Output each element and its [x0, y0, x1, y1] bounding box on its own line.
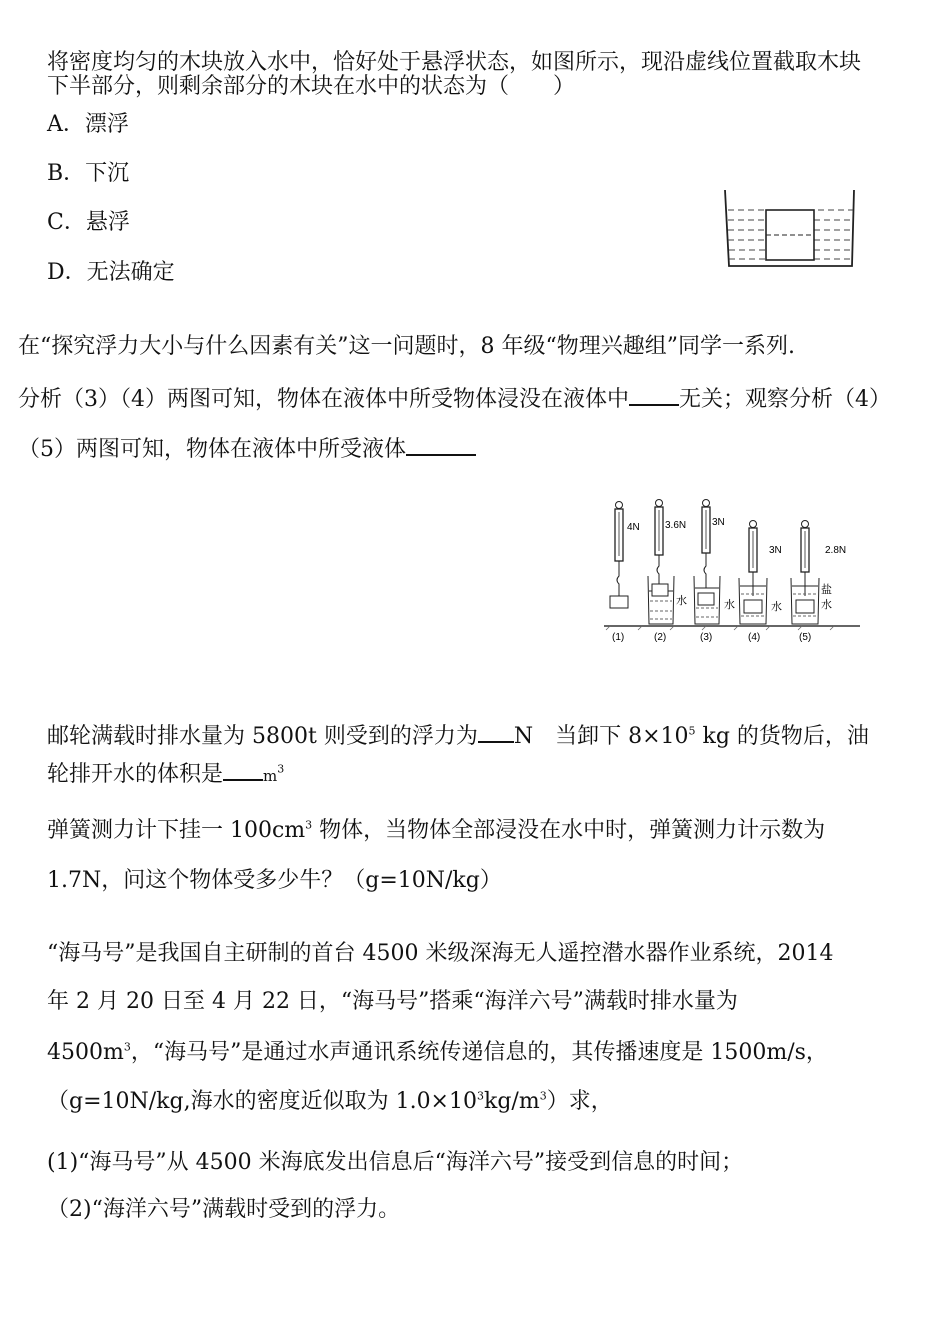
q3-line1: [47, 721, 869, 750]
exponent: 3: [539, 1089, 547, 1103]
exponent: 3: [123, 1040, 131, 1054]
setup-1: [610, 502, 628, 609]
option-text: 无法确定: [86, 260, 175, 285]
unit: m: [263, 767, 278, 785]
q1-stem-line1: 将密度均匀的木块放入水中，恰好处于悬浮状态，如图所示，现沿虚线位置截取木块: [47, 50, 862, 75]
q3-line1-text-b: N 当卸下 8×10: [513, 724, 689, 749]
option-text: 悬浮: [85, 210, 130, 235]
q2-line2-text-b: 无关；观察分析（4）: [679, 387, 891, 412]
answer-blank[interactable]: [478, 721, 514, 743]
q2-line3-text: （5）两图可知，物体在液体中所受液体: [18, 437, 406, 462]
q5-line3-text: 4500m: [47, 1040, 124, 1065]
q5-line4: [47, 1089, 613, 1115]
q4-line1-text-b: 物体，当物体全部浸没在水中时，弹簧测力计示数为: [312, 818, 826, 843]
reading-3: 3N: [712, 517, 725, 528]
q2-line2: [18, 384, 891, 413]
q1-option-c: [47, 210, 130, 236]
option-letter: C．: [47, 210, 86, 235]
q5-line3-text-b: ，“海马号”是通过水声通讯系统传递信息的，其传播速度是 1500m/s，: [130, 1040, 828, 1065]
option-text: 漂浮: [84, 112, 129, 137]
liquid-label-water: 水: [724, 599, 735, 611]
q4-line1: [47, 818, 825, 844]
option-letter: A．: [47, 112, 85, 137]
q1-stem-line2: 下半部分，则剩余部分的木块在水中的状态为（ ）: [47, 74, 576, 99]
figure-label-4: (4): [748, 632, 761, 643]
option-letter: D．: [47, 260, 87, 285]
q3-line2: [47, 759, 284, 789]
q2-line2-text: 分析（3）（4）两图可知，物体在液体中所受物体浸没在液体中: [18, 387, 629, 412]
q5-subquestion-1: (1)“海马号”从 4500 米海底发出信息后“海洋六号”接受到信息的时间；: [47, 1150, 744, 1175]
q5-line4-text-c: ）求，: [546, 1089, 613, 1114]
setup-4: [739, 521, 767, 625]
liquid-label-salt: 盐: [821, 584, 832, 596]
exponent: 3: [277, 762, 285, 776]
q3-line1-text-c: kg 的货物后，油: [695, 724, 869, 749]
figure-label-2: (2): [654, 632, 667, 643]
q2-figure-spring-scale-experiment: [598, 496, 864, 644]
q1-option-a: [47, 112, 129, 138]
q3-line2-text: 轮排开水的体积是: [47, 762, 224, 787]
reading-5: 2.8N: [825, 545, 847, 556]
setup-2: [648, 500, 674, 625]
q1-option-d: [47, 260, 175, 286]
q5-line1: “海马号”是我国自主研制的首台 4500 米级深海无人遥控潜水器作业系统，2014: [47, 941, 834, 966]
reading-1: 4N: [627, 522, 640, 533]
liquid-label-water: 水: [771, 601, 782, 613]
q3-line1-text: 邮轮满载时排水量为 5800t 则受到的浮力为: [47, 724, 478, 749]
q1-option-b: [47, 161, 129, 187]
q2-line1: 在“探究浮力大小与什么因素有关”这一问题时，8 年级“物理兴趣组”同学一系列.: [18, 334, 795, 359]
q5-line4-unit: kg/m: [484, 1089, 540, 1114]
q5-line3: [47, 1040, 828, 1066]
q5-subquestion-2: （2)“海洋六号”满载时受到的浮力。: [47, 1197, 401, 1222]
figure-label-3: (3): [700, 632, 713, 643]
exponent: 3: [305, 818, 313, 832]
reading-4: 3N: [769, 545, 782, 556]
q1-figure-block-in-water: [722, 188, 857, 270]
figure-label-5: (5): [799, 632, 812, 643]
setup-5: [791, 521, 819, 625]
q4-line2: 1.7N，问这个物体受多少牛？（g=10N/kg）: [47, 868, 502, 893]
answer-blank[interactable]: [223, 759, 263, 781]
answer-blank[interactable]: [629, 384, 679, 406]
q2-line3: [18, 434, 476, 463]
exponent: 5: [688, 724, 696, 738]
liquid-label-salt-water: 水: [821, 599, 832, 611]
liquid-label-water: 水: [676, 595, 687, 607]
q5-line4-text: （g=10N/kg,海水的密度近似取为 1.0×10: [47, 1089, 477, 1114]
option-letter: B．: [47, 161, 86, 186]
q4-line1-text: 弹簧测力计下挂一 100cm: [47, 818, 306, 843]
option-text: 下沉: [85, 161, 130, 186]
answer-blank[interactable]: [406, 434, 476, 456]
figure-label-1: (1): [612, 632, 625, 643]
reading-2: 3.6N: [665, 520, 687, 531]
q5-line2: 年 2 月 20 日至 4 月 22 日，“海马号”搭乘“海洋六号”满载时排水量为: [47, 989, 738, 1014]
exponent: 3: [477, 1089, 484, 1103]
